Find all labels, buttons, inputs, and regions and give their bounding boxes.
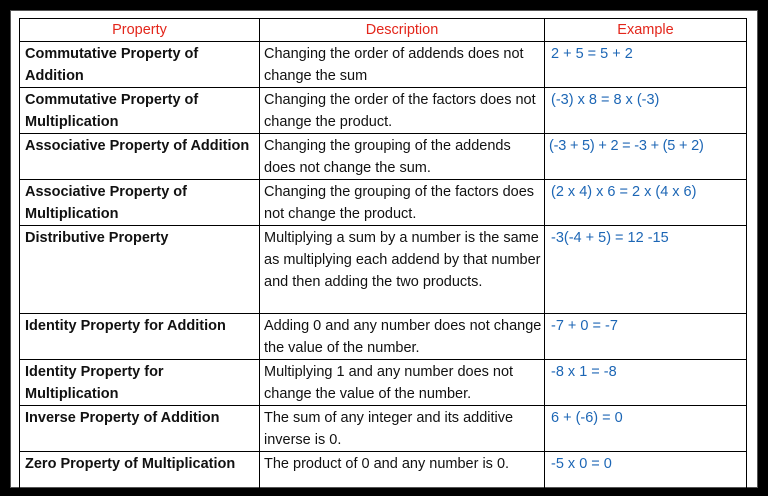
description-cell: Changing the grouping of the addends does not change the sum. [260, 134, 545, 180]
table-row [20, 452, 747, 496]
description-cell: Changing the order of addends does not change the sum [260, 42, 545, 88]
description-cell: The sum of any integer and its additive inverse is 0. [260, 406, 545, 452]
example-cell: (2 x 4) x 6 = 2 x (4 x 6) [545, 180, 747, 226]
table-row [20, 314, 747, 360]
table-row [20, 226, 747, 314]
properties-table [19, 18, 747, 496]
description-cell: Changing the order of the factors does not change the product. [260, 88, 545, 134]
example-cell: (-3 + 5) + 2 = -3 + (5 + 2) [545, 134, 747, 180]
property-cell: Distributive Property [20, 226, 260, 314]
example-cell: (-3) x 8 = 8 x (-3) [545, 88, 747, 134]
header-property: Property [20, 19, 260, 42]
table-header-row [20, 19, 747, 42]
example-cell: 2 + 5 = 5 + 2 [545, 42, 747, 88]
property-cell: Commutative Property of Addition [20, 42, 260, 88]
header-description: Description [260, 19, 545, 42]
property-cell: Commutative Property of Multiplication [20, 88, 260, 134]
header-example: Example [545, 19, 747, 42]
table-row [20, 134, 747, 180]
example-cell: -7 + 0 = -7 [545, 314, 747, 360]
example-cell: 6 + (-6) = 0 [545, 406, 747, 452]
property-cell: Associative Property of Addition [20, 134, 260, 180]
property-cell: Zero Property of Multiplication [20, 452, 260, 496]
table-row [20, 88, 747, 134]
example-cell: -8 x 1 = -8 [545, 360, 747, 406]
property-cell: Identity Property for Multiplication [20, 360, 260, 406]
table-row [20, 42, 747, 88]
property-cell: Inverse Property of Addition [20, 406, 260, 452]
description-cell: Multiplying a sum by a number is the same as multiplying each addend by that number and then adding the two products. [260, 226, 545, 314]
property-cell: Associative Property of Multiplication [20, 180, 260, 226]
description-cell: Adding 0 and any number does not change the value of the number. [260, 314, 545, 360]
document-frame [10, 10, 758, 488]
property-cell: Identity Property for Addition [20, 314, 260, 360]
table-row [20, 180, 747, 226]
description-cell: The product of 0 and any number is 0. [260, 452, 545, 496]
description-cell: Changing the grouping of the factors does not change the product. [260, 180, 545, 226]
table-row [20, 360, 747, 406]
table-row [20, 406, 747, 452]
example-cell: -3(-4 + 5) = 12 -15 [545, 226, 747, 314]
example-cell: -5 x 0 = 0 [545, 452, 747, 496]
description-cell: Multiplying 1 and any number does not change the value of the number. [260, 360, 545, 406]
